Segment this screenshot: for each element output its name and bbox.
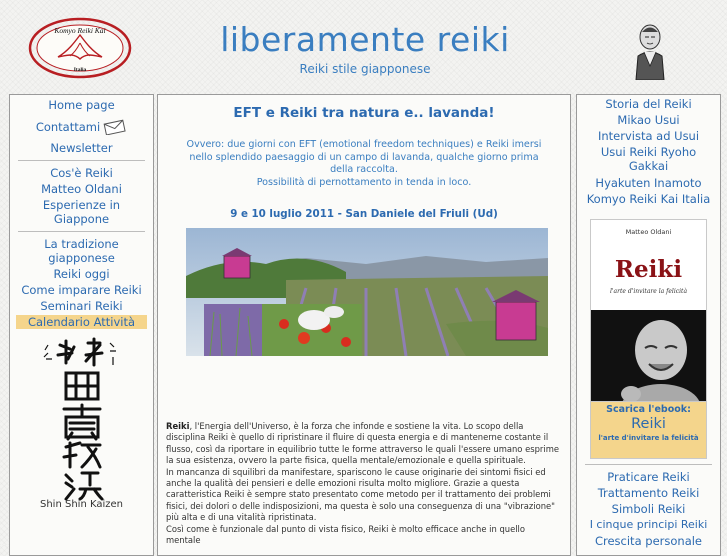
nav-come-imparare-reiki[interactable]: Come imparare Reiki (21, 283, 142, 297)
nav-tradizione-giapponese[interactable]: La tradizione giapponese (44, 237, 119, 265)
header (0, 0, 727, 92)
nav-usui-reiki-ryoho-gakkai[interactable]: Usui Reiki Ryoho Gakkai (600, 145, 697, 173)
envelope-icon (103, 119, 127, 135)
right-sidebar (576, 94, 721, 556)
nav-praticare-reiki[interactable]: Praticare Reiki (607, 470, 690, 484)
ebook-subtitle: l'arte d'invitare la felicità (598, 434, 699, 442)
article-intro (178, 139, 550, 189)
shin-shin-kaizen-calligraphy-image (10, 333, 153, 503)
nav-cos-e-reiki[interactable]: Cos'è Reiki (50, 166, 113, 180)
usui-portrait-image (628, 20, 672, 80)
nav-cinque-principi-reiki[interactable]: I cinque principi Reiki (589, 518, 708, 531)
intro-text: Ovvero: due giorni con EFT (emotional freedom techniques) e Reiki imersi nello splendido paesaggio di un campo di lavanda, qualche giorno prima della raccolta. (186, 139, 542, 175)
ebook-label: Scarica l'ebook: (606, 404, 691, 415)
nav-trattamento-reiki[interactable]: Trattamento Reiki (597, 486, 700, 500)
nav-seminari-reiki[interactable]: Seminari Reiki (40, 299, 123, 313)
site-title: liberamente reiki (220, 20, 510, 59)
nav-komyo-reiki-kai-italia[interactable]: Komyo Reiki Kai Italia (586, 192, 711, 206)
book-author: Matteo Oldani (625, 228, 672, 236)
body-paragraph-3: Così come è funzionale dal punto di vista fisico, Reiki è molto efficace anche in quello mentale (166, 523, 525, 546)
main-content (157, 94, 571, 556)
ebook-title: Reiki (631, 416, 666, 432)
nav-crescita-personale[interactable]: Crescita personale (594, 534, 703, 548)
body-lead-word: Reiki (166, 421, 190, 431)
nav-reiki-oggi[interactable]: Reiki oggi (53, 267, 110, 281)
lavender-field-photo (186, 228, 548, 356)
intro-text-2: Possibilità di pernottamento in tenda in loco. (256, 176, 472, 188)
body-paragraph-2: In mancanza di squilibri da manifestare, spariscono le cause originarie dei sintomi fisici ed anche la qualità dei pensieri e delle emozioni risulta molto migliore. Grazie a questa caratteristica Reiki è sempre stato presentato come metodo per il trattamento dei problemi fisici, dei dolori o delle indisposizioni, ma questa è solo una conseguenza di una "vibrazione" più alta e di una vitalità ripristinata. (166, 466, 556, 523)
nav-hyakuten-inamoto[interactable]: Hyakuten Inamoto (595, 176, 702, 190)
article-title: EFT e Reiki tra natura e.. lavanda! (233, 105, 495, 121)
book-cover[interactable] (590, 219, 707, 424)
ebook-download-box[interactable] (590, 401, 707, 459)
nav-esperienze-giappone[interactable]: Esperienze in Giappone (42, 198, 121, 226)
book-subtitle: l'arte d'invitare la felicità (609, 288, 688, 295)
site-subtitle: Reiki stile giapponese (299, 62, 431, 76)
divider (18, 160, 145, 161)
event-date: 9 e 10 luglio 2011 - San Daniele del Friuli (Ud) (230, 208, 498, 220)
nav-mikao-usui[interactable]: Mikao Usui (617, 113, 680, 127)
divider (18, 231, 145, 232)
divider (585, 464, 712, 465)
nav-contattami-label: Contattami (35, 120, 101, 134)
calligraphy-caption: Shin Shin Kaizen (40, 499, 123, 510)
nav-matteo-oldani[interactable]: Matteo Oldani (41, 182, 122, 196)
book-title: Reiki (614, 256, 683, 283)
komyo-reiki-kai-logo[interactable] (28, 17, 132, 79)
nav-home-page[interactable]: Home page (48, 98, 115, 112)
nav-simboli-reiki[interactable]: Simboli Reiki (611, 502, 686, 516)
nav-intervista-ad-usui[interactable]: Intervista ad Usui (597, 129, 700, 143)
nav-contattami[interactable] (10, 119, 153, 135)
article-body (158, 421, 570, 546)
nav-calendario-attivita[interactable]: Calendario Attività (16, 315, 147, 329)
logo-bottom-text: Italia (73, 67, 87, 73)
body-paragraph-1: , l'Energia dell'Universo, è la forza che infonde e sostiene la vita. Lo scopo della disciplina Reiki è quello di ripristinare il fluire di questa energia e di mantenerne costante il flusso, così da riportare in equilibrio tutte le forme attraverso le quali l'essere umano esprime la sua esistenza, ovvero la parte fisica, quella mentale/emozionale e quella spirituale. (166, 421, 560, 466)
left-sidebar (9, 94, 154, 556)
nav-newsletter[interactable]: Newsletter (50, 141, 113, 155)
nav-storia-del-reiki[interactable]: Storia del Reiki (605, 97, 692, 111)
logo-top-text: Komyo Reiki Kai (54, 26, 106, 35)
